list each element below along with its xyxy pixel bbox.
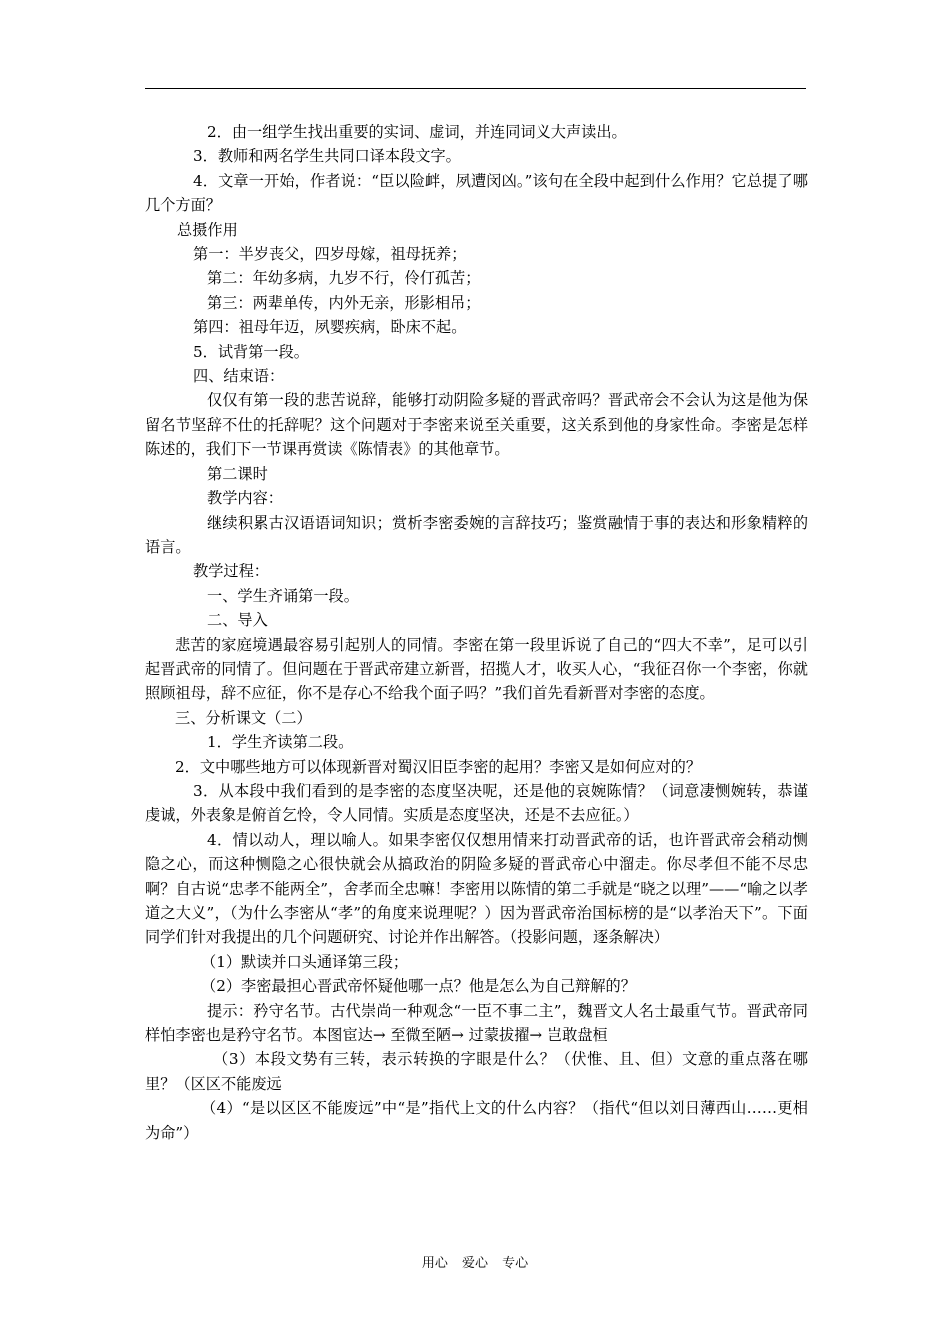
paragraph: 悲苦的家庭境遇最容易引起别人的同情。李密在第一段里诉说了自己的“四大不幸”，足可以引起晋武帝的同情了。但问题在于晋武帝建立新晋，招揽人才，收买人心，“我征召你一个李密，你就照顾祖母，辞不应征，你不是存心不给我个面子吗？”我们首先看新晋对李密的态度。: [145, 635, 808, 703]
paragraph: 第二：年幼多病，九岁不行，伶仃孤苦；: [207, 269, 481, 288]
paragraph: （2）李密最担心晋武帝怀疑他哪一点？他是怎么为自己辩解的？: [201, 977, 636, 996]
paragraph: 4．情以动人，理以喻人。如果李密仅仅想用情来打动晋武帝的话，也许晋武帝会稍动恻隐之心，而这种恻隐之心很快就会从搞政治的阴险多疑的晋武帝心中溜走。你尽孝但不能不尽忠啊？自古说“忠孝不能两全”，舍孝而全忠嘛！李密用以陈情的第二手就是“晓之以理”——“喻之以孝道之大义”，（为什么李密从“孝”的角度来说理呢？）因为晋武帝治国标榜的是“以孝治天下”。下面同学们针对我提出的几个问题研究、讨论并作出解答。（投影问题，逐条解决）: [145, 830, 808, 947]
section-heading: 二、导入: [207, 611, 268, 630]
section-heading: 第二课时: [207, 464, 268, 483]
paragraph: 1．学生齐读第二段。: [207, 733, 354, 752]
paragraph: 2．由一组学生找出重要的实词、虚词，并连同词义大声读出。: [207, 123, 627, 141]
paragraph: 第三：两辈单传，内外无亲，形影相吊；: [207, 293, 481, 312]
paragraph: 5．试背第一段。: [193, 342, 309, 361]
paragraph: 继续积累古汉语语词知识；赏析李密委婉的言辞技巧；鉴赏融情于事的表达和形象精粹的语言。: [145, 513, 808, 556]
paragraph: 3．教师和两名学生共同口译本段文字。: [193, 147, 461, 166]
paragraph: 第一：半岁丧父，四岁母嫁，祖母抚养；: [193, 245, 467, 264]
paragraph: 2．文中哪些地方可以体现新晋对蜀汉旧臣李密的起用？李密又是如何应对的？: [175, 757, 702, 776]
paragraph: 提示：矜守名节。古代崇尚一种观念“一臣不事二主”，魏晋文人名士最重气节。晋武帝同样怕李密也是矜守名节。本图宦达→ 至微至陋→ 过蒙拔擢→ 岂敢盘桓: [145, 1001, 808, 1045]
paragraph: 第四：祖母年迈，夙婴疾病，卧床不起。: [193, 318, 467, 337]
paragraph: 仅仅有第一段的悲苦说辞，能够打动阴险多疑的晋武帝吗？晋武帝会不会认为这是他为保留名节坚辞不仕的托辞呢？这个问题对于李密来说至关重要，这关系到他的身家性命。李密是怎样陈述的，我们下一节课再赏读《陈情表》的其他章节。: [145, 391, 808, 459]
paragraph: （3）本段文势有三转，表示转换的字眼是什么？（伏惟、且、但）文意的重点落在哪里？（区区不能废远: [145, 1050, 808, 1093]
document-body: [145, 120, 808, 1145]
header-rule: [145, 88, 806, 89]
page-footer: 用心 爱心 专心: [421, 1256, 529, 1271]
paragraph: 一、学生齐诵第一段。: [207, 586, 359, 605]
paragraph: （1）默读并口头通译第三段；: [201, 952, 409, 971]
paragraph: 4．文章一开始，作者说：“臣以险衅，夙遭闵凶。”该句在全段中起到什么作用？它总提了哪几个方面？: [145, 171, 808, 215]
section-heading: 教学过程：: [193, 562, 269, 581]
section-heading: 三、分析课文（二）: [175, 708, 312, 727]
paragraph: （4）“是以区区不能废远”中“是”指代上文的什么内容？（指代“但以刘日薄西山……更相为命”）: [145, 1099, 808, 1142]
paragraph: 总摄作用: [177, 220, 238, 239]
paragraph: 3．从本段中我们看到的是李密的态度坚决呢，还是他的哀婉陈情？（词意凄恻婉转，恭谨虔诚，外表象是俯首乞怜，令人同情。实质是态度坚决，还是不去应征。）: [145, 781, 808, 825]
section-heading: 四、结束语：: [193, 367, 285, 386]
section-heading: 教学内容：: [207, 489, 283, 508]
